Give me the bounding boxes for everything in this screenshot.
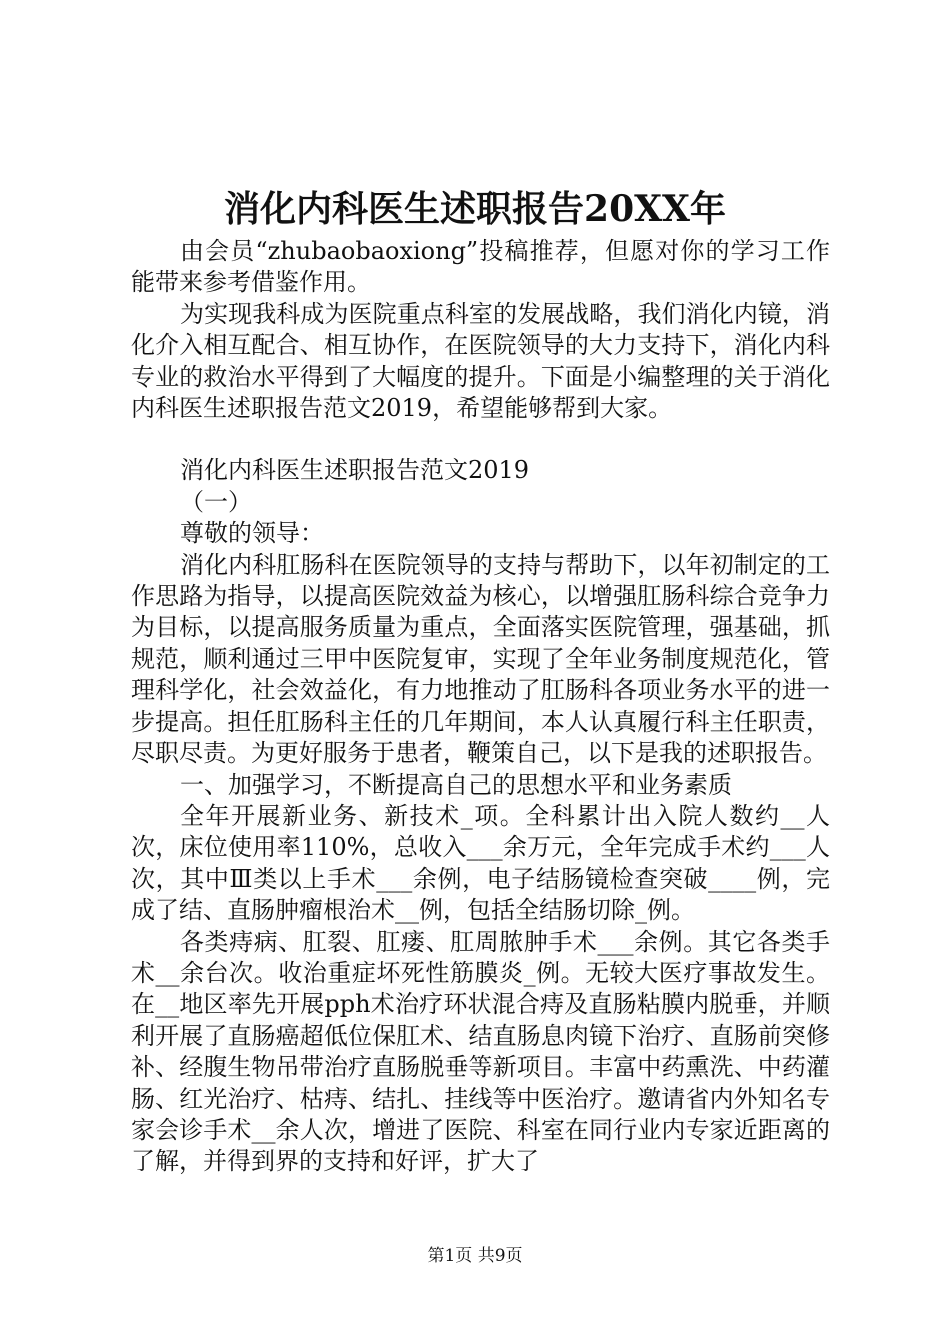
salutation: 尊敬的领导：	[180, 519, 324, 548]
section-number: （一）	[180, 487, 252, 516]
document-body	[131, 236, 830, 1178]
intro-paragraph-2: 为实现我科成为医院重点科室的发展战略，我们消化内镜，消化介入相互配合、相互协作，在医院领导的大力支持下，消化内科专业的救治水平得到了大幅度的提升。下面是小编整理的关于消化内科医生述职报告范文2019，希望能够帮到大家。	[131, 299, 830, 423]
body-paragraph-1: 消化内科肛肠科在医院领导的支持与帮助下，以年初制定的工作思路为指导，以提高医院效益为核心，以增强肛肠科综合竞争力为目标，以提高服务质量为重点，全面落实医院管理，强基础，抓规范，顺利通过三甲中医院复审，实现了全年业务制度规范化，管理科学化，社会效益化，有力地推动了肛肠科各项业务水平的进一步提高。担任肛肠科主任的几年期间，本人认真履行科主任职责，尽职尽责。为更好服务于患者，鞭策自己，以下是我的述职报告。	[131, 550, 830, 768]
intro-paragraph-1: 由会员“zhubaobaoxiong”投稿推荐，但愿对你的学习工作能带来参考借鉴作用。	[131, 237, 830, 297]
page-title: 消化内科医生述职报告20XX年	[224, 188, 726, 230]
body-subheading-1: 一、加强学习，不断提高自己的思想水平和业务素质	[180, 770, 732, 799]
body-paragraph-3: 各类痔病、肛裂、肛瘘、肛周脓肿手术___余例。其它各类手术__余台次。收治重症坏死性筋膜炎_例。无较大医疗事故发生。在__地区率先开展pph术治疗环状混合痔及直肠粘膜内脱垂，并顺利开展了直肠癌超低位保肛术、结直肠息肉镜下治疗、直肠前突修补、经腹生物吊带治疗直肠脱垂等新项目。丰富中药熏洗、中药灌肠、红光治疗、枯痔、结扎、挂线等中医治疗。邀请省内外知名专家会诊手术__余人次，增进了医院、科室在同行业内专家近距离的了解，并得到界的支持和好评，扩大了	[131, 927, 830, 1176]
paragraph-spacer	[131, 424, 830, 455]
body-paragraph-2: 全年开展新业务、新技术_项。全科累计出入院人数约__人次，床位使用率110%，总收入___余万元，全年完成手术约___人次，其中Ⅲ类以上手术___余例，电子结肠镜检查突破____例，完成了结、直肠肿瘤根治术__例，包括全结肠切除_例。	[131, 801, 830, 925]
section-heading: 消化内科医生述职报告范文2019	[180, 456, 530, 485]
page-footer: 第1页 共9页	[427, 1246, 523, 1266]
